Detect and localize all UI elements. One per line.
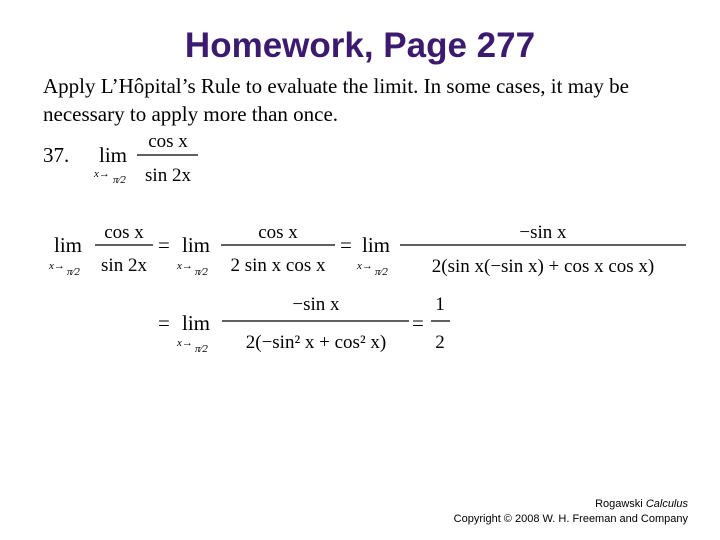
equals-sign: =	[158, 311, 170, 335]
limit-subscript-point: π⁄2	[67, 266, 80, 278]
step2-denominator: 2 sin x cos x	[230, 255, 326, 276]
step1-denominator: sin 2x	[101, 255, 147, 276]
limit-subscript-point: π⁄2	[113, 174, 126, 186]
lim-operator: lim	[54, 233, 83, 257]
instructions-text: Apply L’Hôpital’s Rule to evaluate the limit. In some cases, it may be necessary to apply more than once.	[43, 74, 629, 126]
footer-credit	[454, 497, 688, 527]
equals-sign: =	[340, 233, 352, 257]
problem-number: 37.	[43, 143, 70, 167]
slide-title: Homework, Page 277	[184, 26, 536, 65]
step3-numerator: −sin x	[519, 222, 567, 243]
lim-operator: lim	[99, 143, 128, 167]
equals-sign: =	[412, 311, 424, 335]
step3-denominator: 2(sin x(−sin x) + cos x cos x)	[431, 256, 655, 277]
limit-subscript-var: x→	[357, 260, 373, 272]
equals-sign: =	[158, 233, 170, 257]
footer-copyright: Copyright © 2008 W. H. Freeman and Company	[453, 513, 688, 525]
problem-denominator: sin 2x	[145, 165, 191, 186]
limit-subscript-var: x→	[49, 260, 65, 272]
step4-denominator: 2(−sin² x + cos² x)	[245, 332, 387, 353]
limit-subscript-var: x→	[177, 260, 193, 272]
limit-subscript-point: π⁄2	[375, 266, 388, 278]
footer-book-title: Calculus	[645, 498, 688, 510]
result-numerator: 1	[435, 294, 445, 315]
solution-line-2	[158, 294, 450, 355]
problem-limit	[93, 131, 198, 186]
lim-operator: lim	[182, 311, 211, 335]
limit-subscript-point: π⁄2	[195, 343, 208, 355]
problem-numerator: cos x	[148, 131, 188, 152]
result-denominator: 2	[435, 332, 445, 353]
lim-operator: lim	[182, 233, 211, 257]
footer-book-prefix: Rogawski	[595, 498, 646, 510]
limit-subscript-point: π⁄2	[195, 266, 208, 278]
step4-numerator: −sin x	[292, 294, 340, 315]
footer-book	[454, 497, 688, 512]
limit-subscript-var: x→	[177, 337, 193, 349]
solution-line-1	[48, 222, 686, 278]
step1-numerator: cos x	[104, 222, 144, 243]
limit-subscript-var: x→	[94, 168, 110, 180]
step2-numerator: cos x	[258, 222, 298, 243]
lim-operator: lim	[362, 233, 391, 257]
